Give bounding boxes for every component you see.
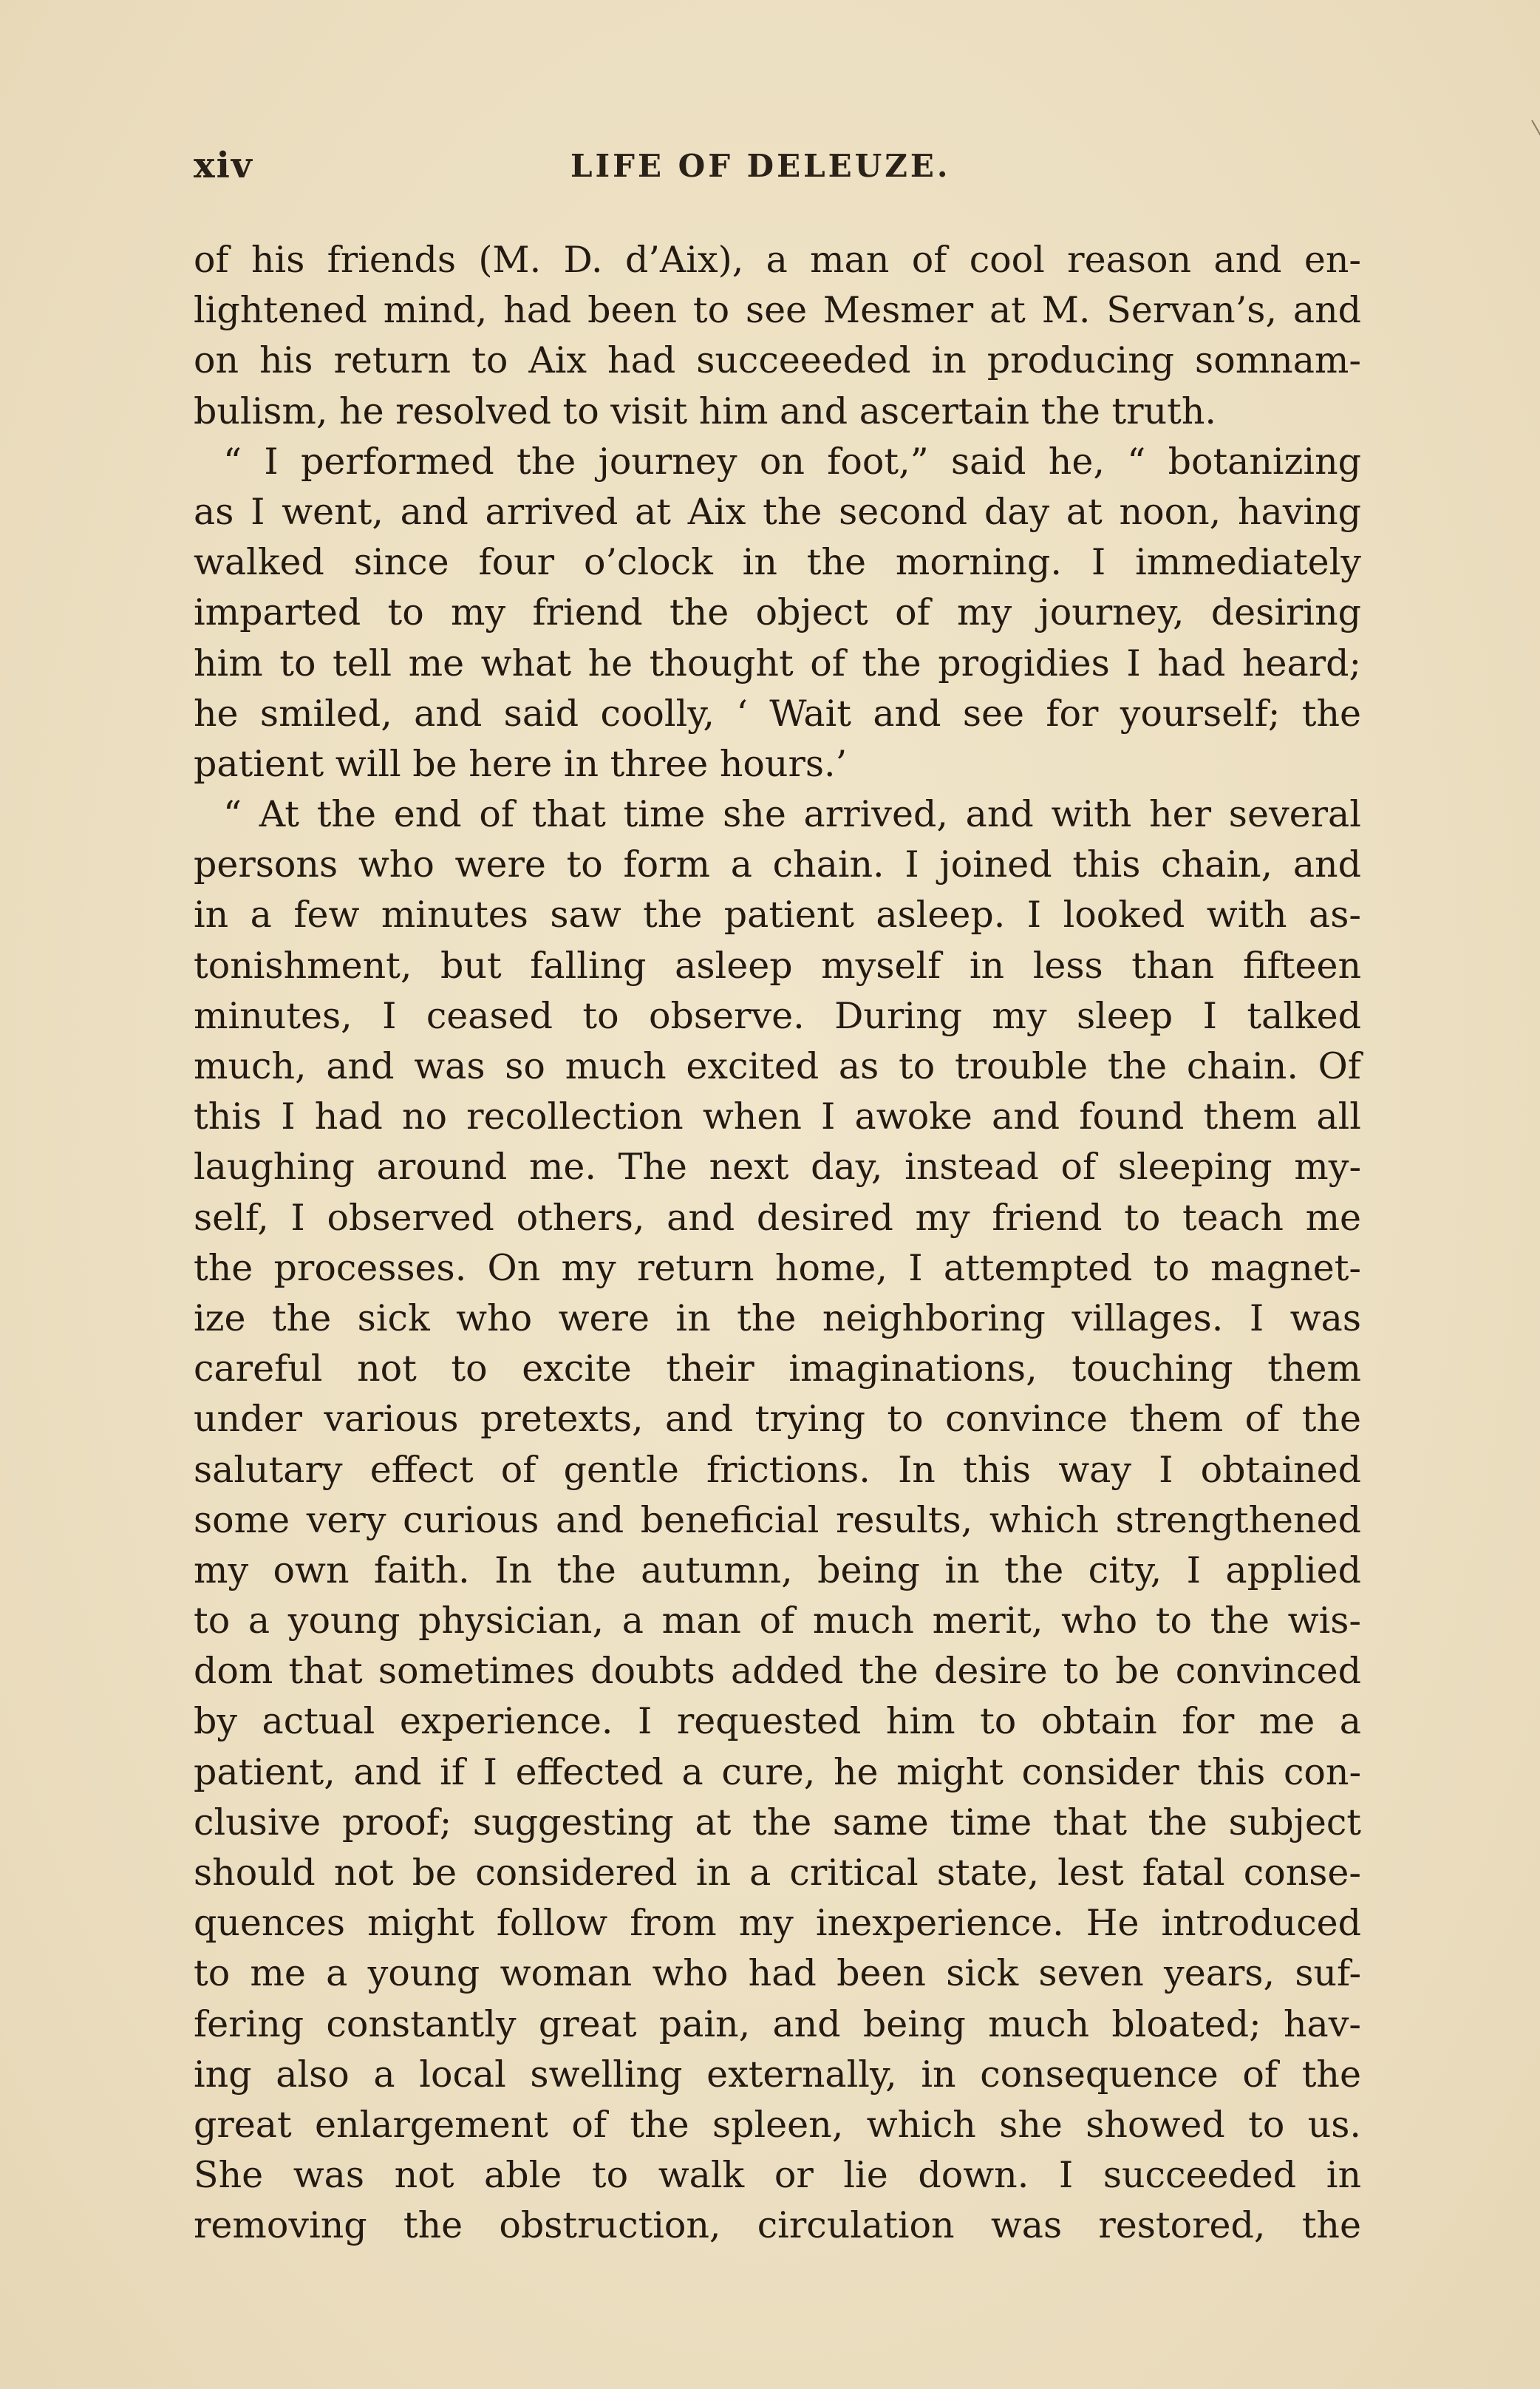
text-line: him to tell me what he thought of the progidies I had heard; (194, 642, 1362, 684)
text-line: my own faith. In the autumn, being in the city, I applied (194, 1549, 1362, 1591)
text-line: quences might follow from my inexperience. He introduced (194, 1902, 1362, 1945)
text-line: in a few minutes saw the patient asleep. I looked with as- (194, 894, 1361, 937)
text-line: minutes, I ceased to observe. During my sleep I talked (194, 994, 1361, 1037)
page-edge-mark (1531, 120, 1540, 146)
text-line: careful not to excite their imaginations, touching them (194, 1348, 1361, 1390)
text-line: to me a young woman who had been sick seven years, suf- (194, 1952, 1361, 1995)
text-line: patient, and if I effected a cure, he might consider this con- (194, 1750, 1362, 1793)
text-line: much, and was so much excited as to trouble the chain. Of (194, 1045, 1361, 1087)
text-line: imparted to my friend the object of my journey, desiring (194, 591, 1362, 634)
text-line: some very curious and beneficial results, which strengthened (194, 1498, 1361, 1541)
text-line: on his return to Aix had succeeeded in producing somnam- (194, 339, 1361, 382)
text-line: She was not able to walk or lie down. I succeeded in (194, 2154, 1362, 2197)
text-line: ize the sick who were in the neighboring villages. I was (194, 1297, 1361, 1339)
text-line: patient will be here in three hours.’ (194, 742, 848, 785)
text-line: this I had no recollection when I awoke and found them all (194, 1095, 1361, 1138)
text-line: salutary effect of gentle frictions. In this way I obtained (194, 1448, 1362, 1491)
text-line: persons who were to form a chain. I joined this chain, and (194, 843, 1361, 886)
page-header (194, 145, 1361, 197)
text-line: clusive proof; suggesting at the same time that the subject (194, 1801, 1361, 1843)
text-line: dom that sometimes doubts added the desire to be convinced (194, 1650, 1361, 1693)
text-line: to a young physician, a man of much merit, who to the wis- (194, 1600, 1361, 1642)
text-line: should not be considered in a critical state, lest fatal conse- (194, 1852, 1361, 1894)
text-line: laughing around me. The next day, instead of sleeping my- (194, 1146, 1362, 1189)
text-line: tonishment, but falling asleep myself in less than fifteen (194, 944, 1362, 987)
text-line: as I went, and arrived at Aix the second day at noon, having (194, 490, 1361, 533)
running-head: LIFE OF DELEUZE. (570, 148, 951, 184)
text-line: the processes. On my return home, I attempted to magnet- (194, 1246, 1361, 1289)
text-line: removing the obstruction, circulation was restored, the (194, 2204, 1361, 2247)
text-line: “ At the end of that time she arrived, and with her several (223, 793, 1361, 836)
text-line: self, I observed others, and desired my friend to teach me (194, 1196, 1362, 1239)
text-line: he smiled, and said coolly, ‘ Wait and see for yourself; the (194, 692, 1362, 735)
text-line: lightened mind, had been to see Mesmer at M. Servan’s, and (194, 289, 1361, 332)
text-line: walked since four o’clock in the morning. I immediately (194, 541, 1361, 584)
page-number: xiv (194, 145, 253, 186)
text-line: under various pretexts, and trying to convince them of the (194, 1398, 1361, 1441)
text-line: bulism, he resolved to visit him and ascertain the truth. (194, 390, 1216, 432)
text-line: fering constantly great pain, and being much bloated; hav- (194, 2002, 1361, 2045)
text-line: “ I performed the journey on foot,” said he, “ botanizing (223, 440, 1362, 483)
body-text (194, 235, 1361, 2252)
text-line: by actual experience. I requested him to obtain for me a (194, 1700, 1361, 1743)
text-line: ing also a local swelling externally, in consequence of the (194, 2053, 1361, 2096)
text-line: of his friends (M. D. d’Aix), a man of cool reason and en- (194, 239, 1361, 281)
text-line: great enlargement of the spleen, which she showed to us. (194, 2103, 1361, 2146)
